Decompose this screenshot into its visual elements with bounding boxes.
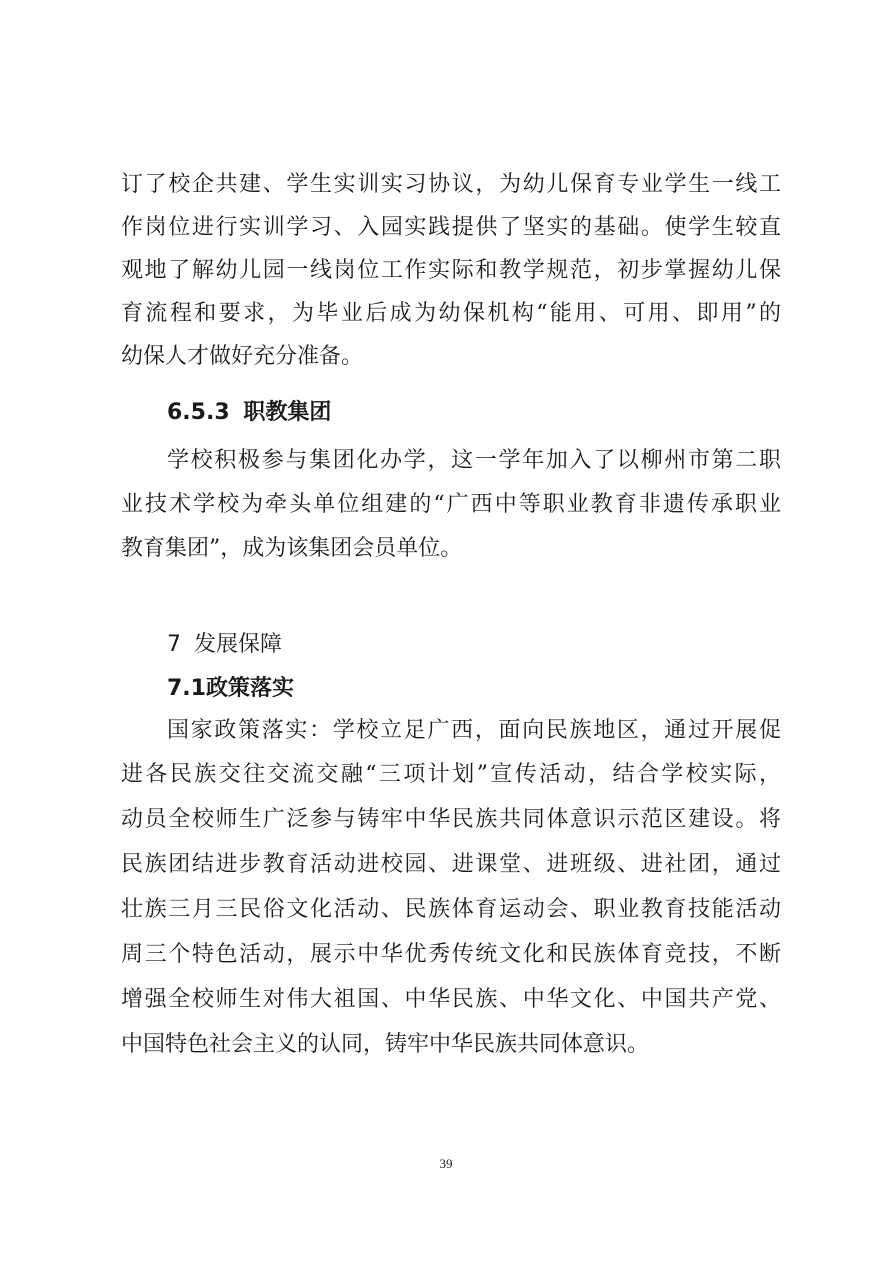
paragraph-line: 观地了解幼儿园一线岗位工作实际和教学规范，初步掌握幼儿保 [121, 258, 781, 283]
section-title: 政策落实 [205, 676, 294, 701]
paragraph-line: 周三个特色活动，展示中华优秀传统文化和民族体育竞技，不断 [121, 942, 781, 967]
paragraph-line: 学校积极参与集团化办学，这一学年加入了以柳州市第二职 [167, 448, 781, 473]
paragraph-line: 进各民族交往交流交融“三项计划”宣传活动，结合学校实际， [121, 762, 781, 787]
paragraph-line: 育流程和要求，为毕业后成为幼保机构“能用、可用、即用”的 [121, 301, 781, 326]
paragraph-line: 中国特色社会主义的认同，铸牢中华民族共同体意识。 [121, 1032, 650, 1057]
paragraph-line: 增强全校师生对伟大祖国、中华民族、中华文化、中国共产党、 [121, 987, 781, 1012]
section-number: 7 [167, 632, 181, 657]
section-title: 职教集团 [243, 400, 332, 425]
section-number: 6.5.3 [167, 400, 230, 425]
section-number: 7.1 [167, 676, 206, 701]
paragraph-line: 国家政策落实：学校立足广西，面向民族地区，通过开展促 [167, 718, 781, 743]
paragraph-line: 民族团结进步教育活动进校园、进课堂、进班级、进社团，通过 [121, 852, 781, 877]
section-heading-7 [167, 630, 282, 660]
section-heading-7-1 [167, 674, 294, 704]
paragraph-line: 教育集团”，成为该集团会员单位。 [121, 536, 463, 561]
paragraph-line: 动员全校师生广泛参与铸牢中华民族共同体意识示范区建设。将 [121, 807, 781, 832]
paragraph-line: 作岗位进行实训学习、入园实践提供了坚实的基础。使学生较直 [121, 215, 781, 240]
section-heading-6-5-3 [167, 398, 331, 428]
paragraph-line: 壮族三月三民俗文化活动、民族体育运动会、职业教育技能活动 [121, 897, 781, 922]
paragraph-line: 业技术学校为牵头单位组建的“广西中等职业教育非遗传承职业 [121, 492, 781, 517]
page-number: 39 [439, 1156, 453, 1171]
paragraph-line: 幼保人才做好充分准备。 [121, 344, 364, 369]
section-title: 发展保障 [194, 632, 283, 657]
paragraph-line: 订了校企共建、学生实训实习协议，为幼儿保育专业学生一线工 [121, 172, 781, 197]
